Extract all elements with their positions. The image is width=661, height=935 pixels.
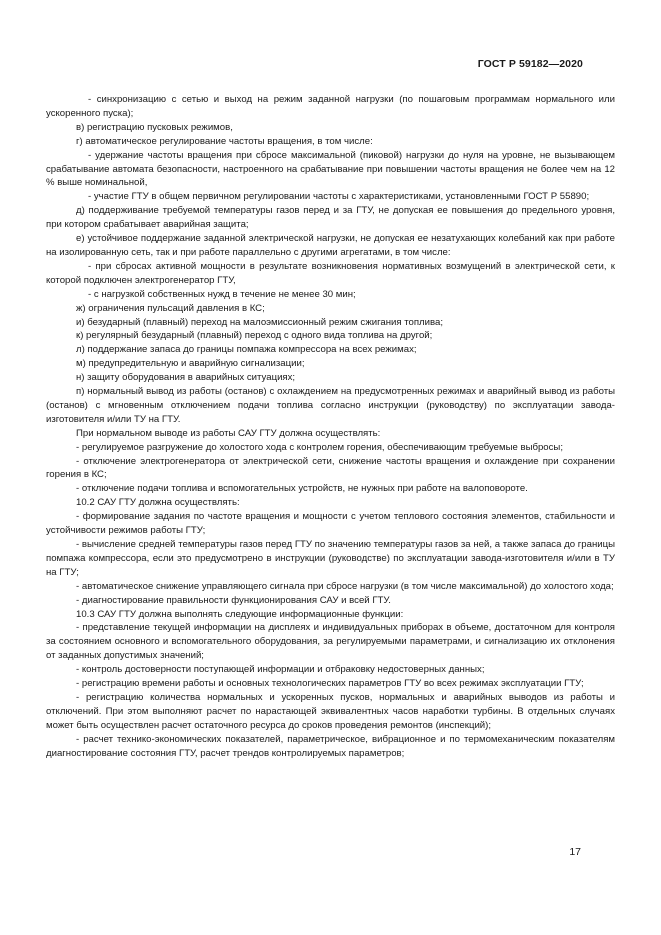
paragraph: - диагностирование правильности функционирования САУ и всей ГТУ. (76, 594, 391, 606)
paragraph: - представление текущей информации на дисплеях и индивидуальных приборах в объеме, достаточном для контроля за состоянием основного и вспомогательного оборудования, за регулируемыми параметрами, и сигнализацию их отклонения от заданных допустимых значений; (46, 622, 615, 662)
paragraph: и) безударный (плавный) переход на малоэмиссионный режим сжигания топлива; (76, 316, 444, 328)
paragraph: - вычисление средней температуры газов перед ГТУ по значению температуры газов за ней, а также запаса до границы помпажа компрессора, если это предусмотрено в инструкции (руководстве) по эксплуатации завода-изготовителя и/или в ТУ на ГТУ; (46, 539, 615, 578)
paragraph: п) нормальный вывод из работы (останов) с охлаждением на предусмотренных режимах и аварийный вывод из работы (останов) с мгновенным отключением подачи топлива согласно инструкции (руководству) по эксплуатации завода-изготовителя и/или ТУ на ГТУ. (46, 386, 615, 425)
paragraph: - синхронизацию с сетью и выход на режим заданной нагрузки (по пошаговым программам нормального или ускоренного пуска); (46, 94, 615, 119)
paragraph: - участие ГТУ в общем первичном регулировании частоты с характеристиками, установленными ГОСТ Р 55890; (88, 191, 590, 203)
paragraph: е) устойчивое поддержание заданной электрической нагрузки, не допуская ее незатухающих колебаний как при работе на изолированную сеть, так и при работе параллельно с другими агрегатами, в том числе: (46, 233, 615, 258)
paragraph: - с нагрузкой собственных нужд в течение не менее 30 мин; (88, 288, 356, 300)
paragraph: в) регистрацию пусковых режимов, (76, 121, 233, 133)
paragraph: - регистрацию времени работы и основных технологических параметров ГТУ во всех режимах эксплуатации ГТУ; (76, 678, 584, 690)
paragraph: д) поддерживание требуемой температуры газов перед и за ГТУ, не допуская ее повышения до предельного уровня, при котором срабатывает аварийная защита; (46, 205, 615, 231)
paragraph: л) поддержание запаса до границы помпажа компрессора на всех режимах; (76, 344, 417, 356)
paragraph: - регистрацию количества нормальных и ускоренных пусков, нормальных и аварийных выводов из работы и отключений. При этом выполняют расчет по нарастающей эквивалентных часов наработки турбины. В отдельных случаях может быть осуществлен расчет остаточного ресурса до сроков проведения ремонтов (инспекций); (46, 691, 615, 731)
page-number: 17 (569, 846, 581, 858)
paragraph: - регулируемое разгружение до холостого хода с контролем горения, обеспечивающим требуемые выбросы; (76, 441, 563, 453)
paragraph: - отключение электрогенератора от электрической сети, снижение частоты вращения и охлаждение при сохранении горения в КС; (46, 455, 615, 481)
paragraph: н) защиту оборудования в аварийных ситуациях; (76, 372, 296, 384)
paragraph: - контроль достоверности поступающей информации и отбраковку недостоверных данных; (76, 664, 485, 676)
paragraph: - формирование задания по частоте вращения и мощности с учетом теплового состояния элементов, стабильности и устойчивости режимов работы ГТУ; (46, 511, 615, 537)
paragraph: - удержание частоты вращения при сбросе максимальной (пиковой) нагрузки до нуля на уровне, не вызывающем срабатывание автомата безопасности, настроенного на срабатывание при повышении частоты вращения не более чем на 12 % выше номинальной, (46, 149, 615, 189)
document-body (46, 93, 615, 761)
document-id-header: ГОСТ Р 59182—2020 (477, 58, 583, 70)
paragraph: г) автоматическое регулирование частоты вращения, в том числе: (76, 135, 373, 147)
paragraph: 10.2 САУ ГТУ должна осуществлять: (76, 497, 240, 509)
paragraph: к) регулярный безударный (плавный) переход с одного вида топлива на другой; (76, 330, 433, 342)
paragraph: - расчет технико-экономических показателей, параметрическое, вибрационное и по термомеханическим показателям диагностирование состояния ГТУ, расчет трендов контролируемых параметров; (46, 733, 615, 759)
paragraph: - отключение подачи топлива и вспомогательных устройств, не нужных при работе на валоповороте. (76, 483, 528, 495)
paragraph: ж) ограничения пульсаций давления в КС; (76, 302, 265, 314)
paragraph: м) предупредительную и аварийную сигнализации; (76, 358, 305, 370)
paragraph: При нормальном выводе из работы САУ ГТУ должна осуществлять: (76, 427, 381, 439)
paragraph: - при сбросах активной мощности в результате возникновения нормативных возмущений в электрической сети, к которой подключен электрогенератор ГТУ, (46, 260, 615, 286)
paragraph: - автоматическое снижение управляющего сигнала при сбросе нагрузки (в том числе максимальной) до холостого хода; (76, 580, 614, 592)
paragraph: 10.3 САУ ГТУ должна выполнять следующие информационные функции: (76, 608, 404, 620)
